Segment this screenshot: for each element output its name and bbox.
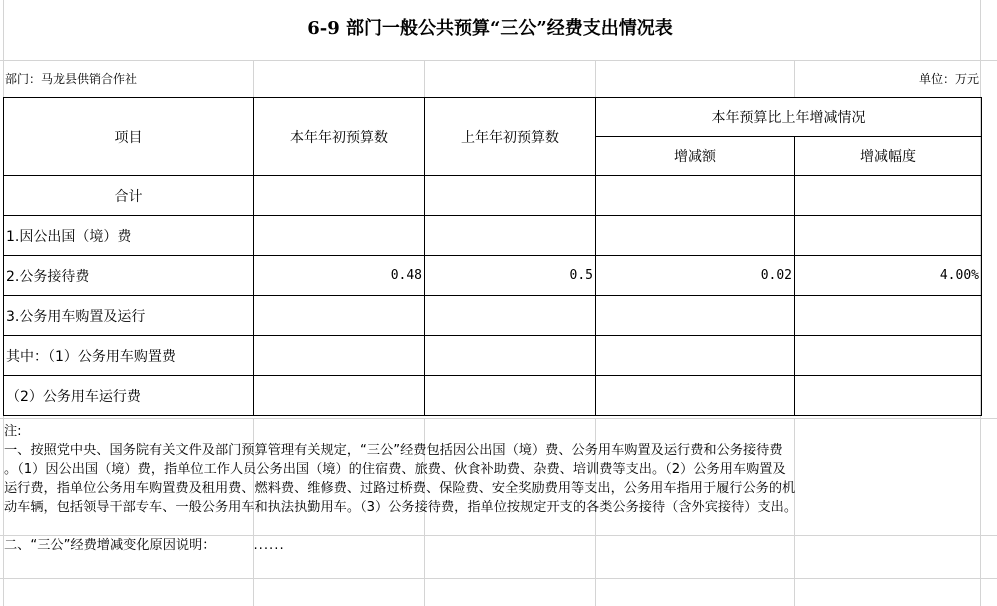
cell-previous[interactable] xyxy=(425,296,596,336)
cell-previous[interactable] xyxy=(425,376,596,416)
cell-rate[interactable] xyxy=(795,296,982,336)
unit-label: 单位：万元 xyxy=(918,72,979,86)
cell-rate[interactable]: 4.00% xyxy=(795,256,982,296)
header-row-1 xyxy=(4,98,982,137)
table-row xyxy=(4,216,982,256)
cell-previous[interactable] xyxy=(425,336,596,376)
notes-line-2: 。（1）因公出国（境）费，指单位工作人员公务出国（境）的住宿费、旅费、伙食补助费、杂费、培训费等支出。（2）公务用车购置及 xyxy=(4,462,786,477)
header-previous-budget[interactable]: 上年年初预算数 xyxy=(425,98,596,176)
cell-current[interactable] xyxy=(254,176,425,216)
cell-current[interactable] xyxy=(254,216,425,256)
cell-rate[interactable] xyxy=(795,376,982,416)
table-row xyxy=(4,296,982,336)
cell-rate[interactable] xyxy=(795,216,982,256)
header-item[interactable]: 项目 xyxy=(4,98,254,176)
section-2-dots: ...... xyxy=(253,538,285,553)
table-row xyxy=(4,376,982,416)
department-label: 部门：马龙县供销合作社 xyxy=(5,72,138,86)
notes-heading: 注: xyxy=(4,424,22,439)
cell-previous[interactable] xyxy=(425,176,596,216)
notes-line-1: 一、按照党中央、国务院有关文件及部门预算管理有关规定，“三公”经费包括因公出国（境）费、公务用车购置及运行费和公务接待费 xyxy=(4,443,783,458)
notes-line-3: 运行费，指单位公务用车购置费及租用费、燃料费、维修费、过路过桥费、保险费、安全奖励费用等支出，公务用车指用于履行公务的机 xyxy=(4,481,796,496)
header-change-rate[interactable]: 增减幅度 xyxy=(795,137,982,176)
cell-change[interactable] xyxy=(596,176,795,216)
header-comparison[interactable]: 本年预算比上年增减情况 xyxy=(596,98,982,137)
notes-line-4: 动车辆，包括领导干部专车、一般公务用车和执法执勤用车。（3）公务接待费，指单位按规定开支的各类公务接待（含外宾接待）支出。 xyxy=(4,500,798,515)
notes-section-2 xyxy=(4,536,979,555)
section-2-label: 二、“三公”经费增减变化原因说明： xyxy=(4,538,216,553)
cell-change[interactable] xyxy=(596,336,795,376)
header-current-budget[interactable]: 本年年初预算数 xyxy=(254,98,425,176)
row-label[interactable]: 合计 xyxy=(4,176,254,216)
row-label[interactable]: （2）公务用车运行费 xyxy=(4,376,254,416)
row-label[interactable]: 1.因公出国（境）费 xyxy=(4,216,254,256)
row-label[interactable]: 其中：（1）公务用车购置费 xyxy=(4,336,254,376)
cell-rate[interactable] xyxy=(795,336,982,376)
cell-change[interactable] xyxy=(596,376,795,416)
row-label[interactable]: 2.公务接待费 xyxy=(4,256,254,296)
notes-section xyxy=(4,422,979,555)
table-row xyxy=(4,256,982,296)
cell-change[interactable]: 0.02 xyxy=(596,256,795,296)
row-label[interactable]: 3.公务用车购置及运行 xyxy=(4,296,254,336)
cell-previous[interactable] xyxy=(425,216,596,256)
table-row xyxy=(4,176,982,216)
cell-previous[interactable]: 0.5 xyxy=(425,256,596,296)
cell-change[interactable] xyxy=(596,216,795,256)
cell-current[interactable] xyxy=(254,296,425,336)
table-row xyxy=(4,336,982,376)
cell-current[interactable] xyxy=(254,336,425,376)
page-title: 6-9 部门一般公共预算“三公”经费支出情况表 xyxy=(307,18,673,39)
cell-change[interactable] xyxy=(596,296,795,336)
cell-rate[interactable] xyxy=(795,176,982,216)
cell-current[interactable]: 0.48 xyxy=(254,256,425,296)
header-change-amount[interactable]: 增减额 xyxy=(596,137,795,176)
expense-table xyxy=(3,97,982,416)
cell-current[interactable] xyxy=(254,376,425,416)
